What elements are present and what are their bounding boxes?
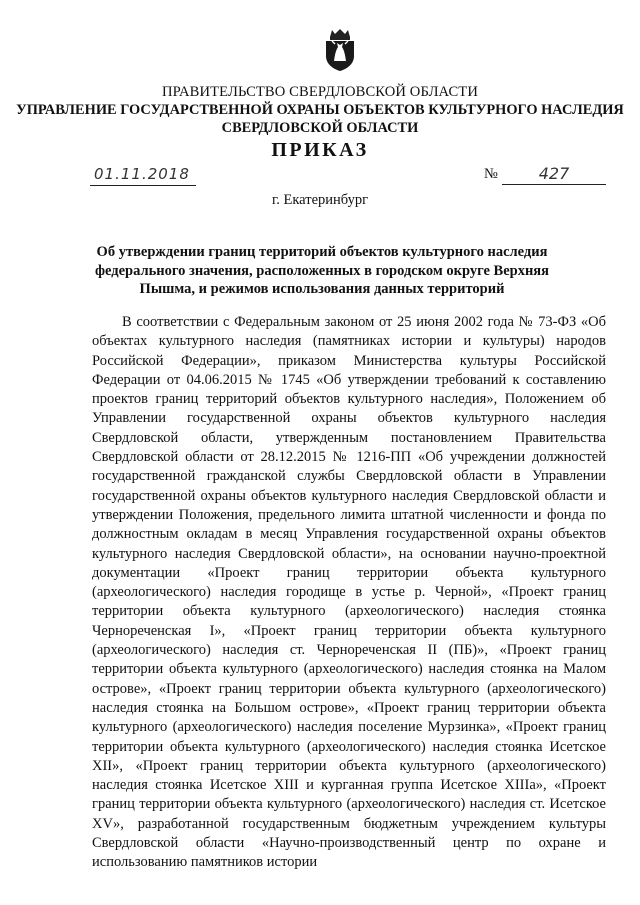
order-subject: Об утверждении границ территорий объектов культурного наследия федерального значения, расположенных в городском округе Верхняя Пышма, и режимов использования данных территорий — [95, 244, 549, 297]
number-handwritten: 427 — [538, 164, 570, 183]
department-name-line1: УПРАВЛЕНИЕ ГОСУДАРСТВЕННОЙ ОХРАНЫ ОБЪЕКТОВ КУЛЬТУРНОГО НАСЛЕДИЯ — [16, 102, 624, 118]
government-name: ПРАВИТЕЛЬСТВО СВЕРДЛОВСКОЙ ОБЛАСТИ — [162, 84, 478, 100]
city: г. Екатеринбург — [271, 192, 369, 208]
date-field — [90, 165, 196, 186]
number-field — [502, 164, 606, 185]
order-body — [92, 313, 606, 873]
coat-of-arms-icon — [323, 28, 357, 72]
number-label: № — [484, 166, 498, 182]
body-paragraph: В соответствии с Федеральным законом от 25 июня 2002 года № 73-ФЗ «Об объектах культурного наследия (памятниках истории и культуры) народов Российской Федерации», приказом Министерства культуры Российской Федерации от 04.06.2015 № 1745 «Об утверждении требований к составлению проектов границ территорий объектов культурного наследия», Положением об Управлении государственной охраны объектов культурного наследия Свердловской области, утвержденным постановлением Правительства Свердловской области от 28.12.2015 № 1216-ПП «Об учреждении должностей государственной гражданской службы Свердловской области в Управлении государственной охраны объектов культурного наследия Свердловской области и утверждении Положения, предельного лимита штатной численности и фонда по должностным окладам в месяц Управления государственной охраны объектов культурного наследия Свердловской области», на основании научно-проектной документации «Проект границ территории объекта культурного (археологического) наследия городище в устье р. Черной», «Проект границ территории объекта культурного (археологического) наследия стоянка Чернореченская I», «Проект границ территории объекта культурного (археологического) наследия ст. Чернореченская II (ПБ)», «Проект границ территории объекта культурного (археологического) наследия стоянка на Малом острове», «Проект границ территории объекта культурного (археологического) наследия стоянка на Большом острове», «Проект границ территории объекта культурного (археологического) наследия поселение Мурзинка», «Проект границ территории объекта культурного (археологического) наследия стоянка Исетское XII», «Проект границ территории объекта культурного (археологического) наследия стоянка Исетское XIII и курганная группа Исетское XIIIa», «Проект границ территории объекта культурного (археологического) наследия ст. Исетское XV», разработанной государственным бюджетным учреждением культуры Свердловской области «Научно-производственный центр по охране и использованию памятников истории — [92, 314, 606, 871]
department-name-line2: СВЕРДЛОВСКОЙ ОБЛАСТИ — [221, 120, 419, 136]
date-handwritten: 01.11.2018 — [94, 165, 190, 183]
document-type-title: ПРИКАЗ — [271, 139, 369, 161]
